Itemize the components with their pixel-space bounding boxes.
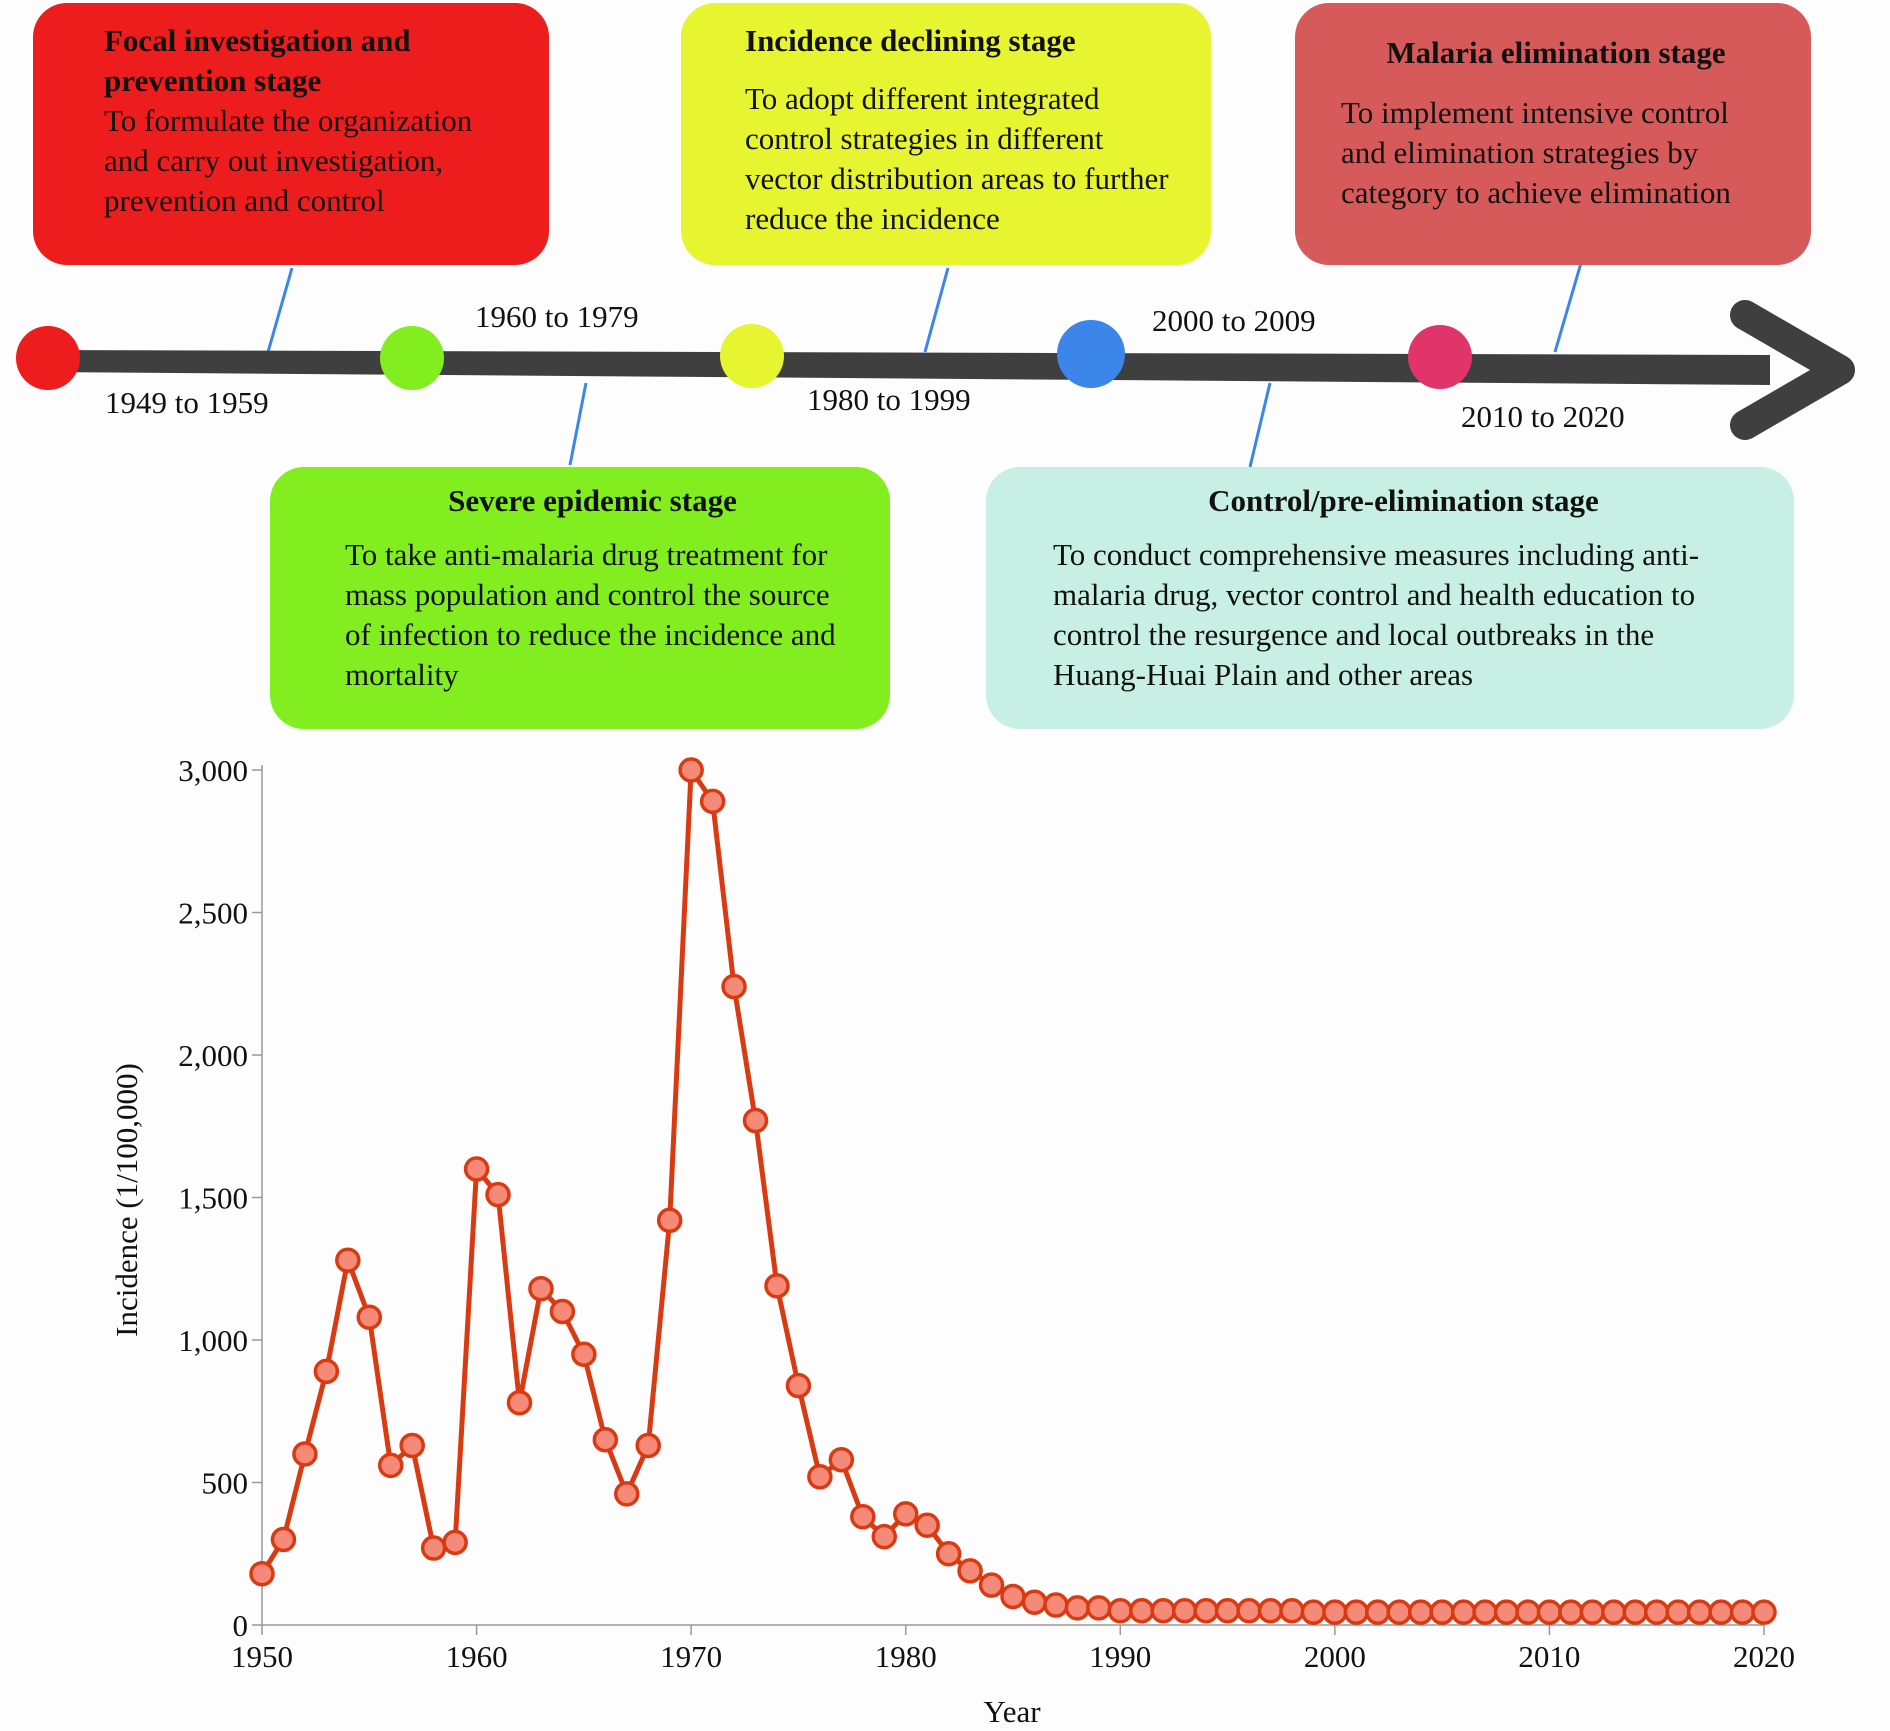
stage-title: Malaria elimination stage [1386,35,1726,70]
data-point [1131,1600,1153,1622]
stage-description: To take anti-malaria drug treatment for mass population and control the source of infection to reduce the incidence and mortality [345,537,836,692]
stage-description: To formulate the organization and carry out investigation, prevention and control [104,103,473,218]
chart-axes [178,753,1795,1674]
data-point [508,1392,530,1414]
stage-description: To conduct comprehensive measures including anti-malaria drug, vector control and health education to control the resurgence and local outbreaks in the Huang-Huai Plain and other areas [1053,537,1700,692]
stage-title: Focal investigation and prevention stage [104,23,411,98]
data-point [1045,1594,1067,1616]
data-point [1474,1601,1496,1623]
x-tick-label: 1970 [660,1639,723,1674]
y-tick-label: 0 [232,1608,248,1643]
data-point [637,1434,659,1456]
stage-title: Severe epidemic stage [448,483,737,518]
data-point [959,1560,981,1582]
data-point [723,976,745,998]
period-label-focal: 1949 to 1959 [105,385,269,420]
y-axis-label: Incidence (1/100,000) [109,1063,144,1337]
data-point [1281,1600,1303,1622]
x-tick-label: 2020 [1733,1639,1795,1674]
data-point [1453,1601,1475,1623]
data-point [1517,1601,1539,1623]
data-point [1538,1601,1560,1623]
timeline-arrow-bar [40,350,1770,385]
data-point [1023,1591,1045,1613]
connector-line-declining [925,268,948,352]
connector-line-elimination [1555,263,1581,352]
stage-box-focal [33,3,549,265]
y-tick-label: 500 [201,1465,248,1501]
data-point [1259,1600,1281,1622]
data-point [787,1375,809,1397]
data-point [616,1483,638,1505]
timeline-dot-focal [16,326,80,390]
data-point [938,1543,960,1565]
period-label-elimination: 2010 to 2020 [1461,399,1625,434]
data-point [809,1466,831,1488]
data-point [1689,1601,1711,1623]
data-point [1581,1601,1603,1623]
data-point [1238,1600,1260,1622]
x-tick-label: 2000 [1303,1639,1366,1674]
x-tick-label: 1960 [445,1639,508,1674]
data-point [1195,1600,1217,1622]
data-point [551,1301,573,1323]
data-point [423,1537,445,1559]
data-point [1431,1601,1453,1623]
period-label-severe: 1960 to 1979 [475,299,639,334]
data-point [1002,1586,1024,1608]
data-point [1710,1601,1732,1623]
stage-box-elimination [1295,3,1811,265]
data-point [530,1278,552,1300]
x-tick-label: 1980 [874,1639,937,1674]
y-tick-label: 1,000 [178,1323,248,1358]
data-point [1324,1601,1346,1623]
x-axis-label: Year [983,1694,1041,1729]
period-label-control: 2000 to 2009 [1152,303,1316,338]
data-point [766,1275,788,1297]
data-point [745,1110,767,1132]
stage-description: To implement intensive control and elimination strategies by category to achieve elimination [1341,95,1731,210]
data-point [251,1563,273,1585]
connector-line-focal [268,268,292,352]
timeline-dot-elimination [1408,325,1472,389]
data-point [401,1434,423,1456]
y-tick-label: 2,000 [178,1038,248,1073]
data-point [1367,1601,1389,1623]
data-point [873,1526,895,1548]
data-point [1109,1600,1131,1622]
y-tick-label: 3,000 [178,753,248,788]
y-tick-label: 1,500 [178,1180,248,1216]
connector-line-severe [570,383,586,465]
data-point [315,1360,337,1382]
data-point [1088,1597,1110,1619]
data-point [659,1209,681,1231]
stage-box-declining [681,3,1211,265]
stage-title: Incidence declining stage [745,23,1076,58]
data-point [1217,1600,1239,1622]
stage-box-severe [270,467,890,729]
stage-title: Control/pre-elimination stage [1208,483,1599,518]
data-point [1174,1600,1196,1622]
data-point [1667,1601,1689,1623]
data-point [487,1184,509,1206]
data-point [916,1514,938,1536]
data-point [272,1529,294,1551]
data-point [702,790,724,812]
data-point [380,1454,402,1476]
data-point [1646,1601,1668,1623]
data-point [1152,1600,1174,1622]
series-line [262,770,1764,1612]
data-point [1388,1601,1410,1623]
x-tick-label: 1950 [231,1639,293,1674]
data-point [1603,1601,1625,1623]
data-point [294,1443,316,1465]
stage-description: To adopt different integrated control strategies in different vector distribution areas to further reduce the incidence [745,81,1169,236]
data-point [852,1506,874,1528]
data-point [1732,1601,1754,1623]
data-point [594,1429,616,1451]
chart-series [251,759,1775,1623]
data-point [1496,1601,1518,1623]
data-point [358,1306,380,1328]
x-tick-label: 2010 [1518,1639,1581,1674]
timeline-dot-severe [380,326,444,390]
timeline-dot-declining [720,324,784,388]
data-point [830,1449,852,1471]
timeline-dot-control [1057,320,1125,388]
data-point [1302,1601,1324,1623]
y-tick-label: 2,500 [178,895,248,931]
period-label-declining: 1980 to 1999 [807,382,971,417]
data-point [1624,1601,1646,1623]
data-point [1345,1601,1367,1623]
data-point [337,1249,359,1271]
x-tick-label: 1990 [1089,1639,1152,1674]
data-point [1066,1597,1088,1619]
connector-line-control [1250,383,1270,467]
data-point [466,1158,488,1180]
data-point [895,1503,917,1525]
stage-box-control [986,467,1794,729]
data-point [981,1574,1003,1596]
data-point [573,1343,595,1365]
data-point [1410,1601,1432,1623]
data-point [1753,1601,1775,1623]
data-point [680,759,702,781]
data-point [444,1531,466,1553]
data-point [1560,1601,1582,1623]
